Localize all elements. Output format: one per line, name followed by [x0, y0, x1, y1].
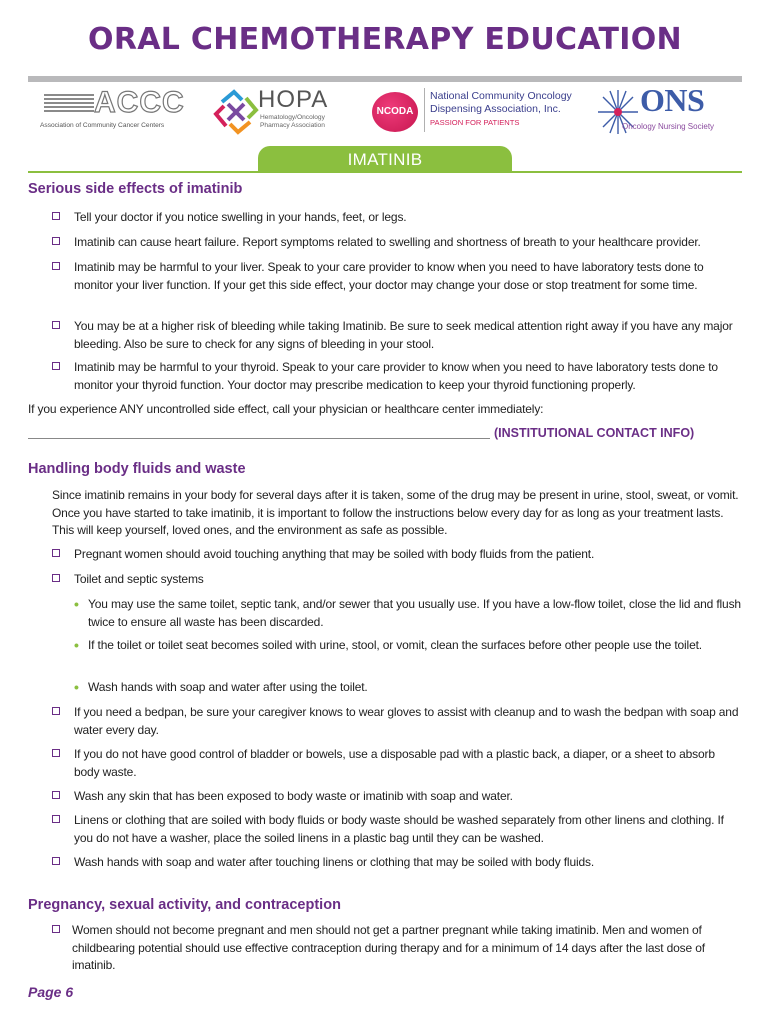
hopa-subtitle: Hematology/Oncology Pharmacy Association	[260, 114, 325, 129]
ncoda-logo	[372, 88, 582, 136]
side-effects-closing: If you experience ANY uncontrolled side effect, call your physician or healthcare center immediately:	[28, 402, 544, 416]
list-item: If you need a bedpan, be sure your caregiver knows to wear gloves to assist with cleanup and to wash the bedpan with soap and water every day.	[52, 704, 742, 739]
checkbox-square-icon	[52, 707, 60, 715]
drug-name-tab: IMATINIB	[258, 146, 512, 173]
checkbox-square-icon	[52, 549, 60, 557]
checkbox-square-icon	[52, 237, 60, 245]
contact-label: (INSTITUTIONAL CONTACT INFO)	[494, 426, 695, 440]
list-item: Imatinib may be harmful to your liver. Speak to your care provider to know when you need to have laboratory tests done to monitor your liver function. If your get this side effect, your doctor may change your dose or stop treatment for some time.	[52, 259, 742, 294]
pregnancy-heading: Pregnancy, sexual activity, and contraception	[28, 897, 341, 913]
checkbox-square-icon	[52, 321, 60, 329]
body-fluids-intro: Since imatinib remains in your body for several days after it is taken, some of the drug may be present in urine, stool, sweat, or vomit. Once you have started to take imatinib, it is important to follow the instructions below every day for as long as your treatment lasts. This will keep yourself, loved ones, and the environment as safe as possible.	[52, 488, 739, 537]
bullet-dot-icon: •	[74, 637, 79, 653]
hopa-logo	[212, 88, 362, 136]
ncoda-divider	[424, 88, 425, 132]
ons-mark: ONS	[640, 82, 705, 118]
ons-subtitle: Oncology Nursing Society	[622, 122, 715, 131]
ncoda-tagline: PASSION FOR PATIENTS	[430, 118, 520, 127]
list-item: Women should not become pregnant and men should not get a partner pregnant while taking imatinib. Men and women of childbearing potential should use effective contraception during therapy and for a minimum of 14 days after the last dose of imatinib.	[52, 922, 742, 975]
page-title: ORAL CHEMOTHERAPY EDUCATION	[88, 22, 682, 57]
accc-mark: ACCC	[94, 86, 185, 119]
contact-blank-line	[28, 438, 490, 439]
checkbox-square-icon	[52, 362, 60, 370]
list-item: Linens or clothing that are soiled with body fluids or body waste should be washed separately from other linens and clothing. If you do not have a washer, place the soiled linens in a plastic bag until they can be washed.	[52, 812, 742, 847]
list-item: Tell your doctor if you notice swelling in your hands, feet, or legs.	[52, 209, 742, 227]
list-item: Toilet and septic systems	[52, 571, 742, 589]
checkbox-square-icon	[52, 857, 60, 865]
sub-list-item: • Wash hands with soap and water after using the toilet.	[74, 679, 368, 695]
body-fluids-heading: Handling body fluids and waste	[28, 461, 246, 477]
accc-subtitle: Association of Community Cancer Centers	[40, 122, 165, 129]
checkbox-square-icon	[52, 749, 60, 757]
bullet-dot-icon: •	[74, 679, 79, 695]
accc-stripes	[44, 94, 94, 114]
ncoda-name: National Community Oncology Dispensing Association, Inc.	[430, 90, 572, 115]
checkbox-square-icon	[52, 791, 60, 799]
header-divider	[28, 76, 742, 82]
list-item: Wash any skin that has been exposed to body waste or imatinib with soap and water.	[52, 788, 742, 806]
sub-list-item: • If the toilet or toilet seat becomes soiled with urine, stool, or vomit, clean the surfaces before other people use the toilet.	[74, 637, 702, 653]
list-item: If you do not have good control of bladder or bowels, use a disposable pad with a plastic back, a diaper, or a sheet to absorb body waste.	[52, 746, 742, 781]
hopa-mark: HOPA	[258, 86, 329, 113]
accc-logo	[40, 88, 200, 136]
page-number: Page 6	[28, 984, 74, 1000]
list-item: Imatinib can cause heart failure. Report symptoms related to swelling and shortness of breath to your healthcare provider.	[52, 234, 742, 252]
hopa-emblem-icon	[212, 88, 260, 136]
sub-list-item: • You may use the same toilet, septic tank, and/or sewer that you usually use. If you have a low-flow toilet, close the lid and flush twice to ensure all waste has been discarded.	[74, 596, 741, 629]
checkbox-square-icon	[52, 925, 60, 933]
list-item: You may be at a higher risk of bleeding while taking Imatinib. Be sure to seek medical attention right away if you have any major bleeding. Also be sure to check for any signs of bleeding in your stool.	[52, 318, 742, 353]
list-item: Imatinib may be harmful to your thyroid. Speak to your care provider to know when you need to have laboratory tests done to monitor your thyroid function. Your doctor may prescribe medication to keep your thyroid functioning properly.	[52, 359, 742, 394]
ons-logo	[596, 82, 736, 136]
checkbox-square-icon	[52, 212, 60, 220]
list-item: Wash hands with soap and water after touching linens or clothing that may be soiled with body fluids.	[52, 854, 742, 872]
list-item: Pregnant women should avoid touching anything that may be soiled with body fluids from the patient.	[52, 546, 742, 564]
side-effects-heading: Serious side effects of imatinib	[28, 181, 243, 197]
checkbox-square-icon	[52, 262, 60, 270]
bullet-dot-icon: •	[74, 596, 79, 612]
checkbox-square-icon	[52, 574, 60, 582]
ncoda-badge	[372, 92, 418, 132]
ncoda-badge-text: NCODA	[376, 106, 414, 117]
checkbox-square-icon	[52, 815, 60, 823]
